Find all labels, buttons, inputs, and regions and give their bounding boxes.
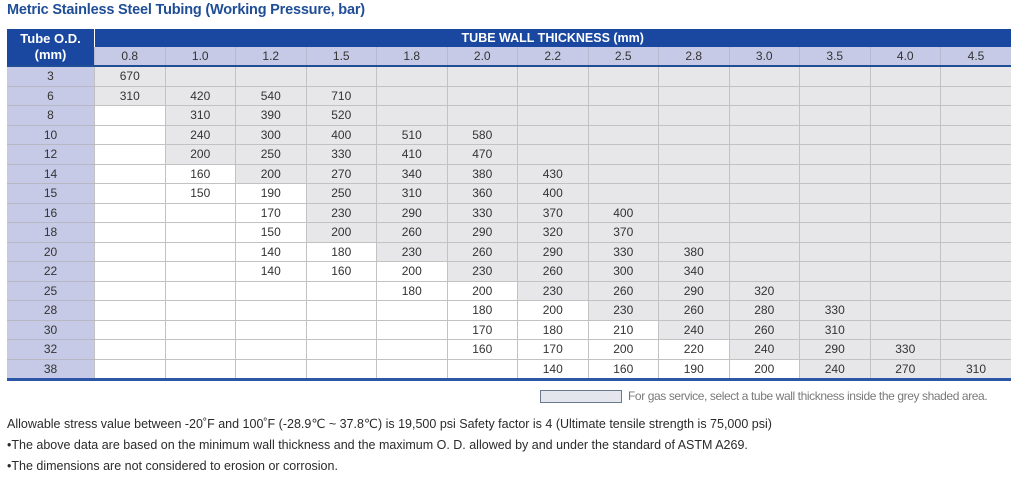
pressure-cell [95, 184, 166, 204]
pressure-cell: 510 [377, 125, 448, 145]
pressure-cell [941, 262, 1012, 282]
pressure-cell [941, 301, 1012, 321]
table-row [7, 340, 1011, 360]
legend-text: For gas service, select a tube wall thickness inside the grey shaded area. [628, 389, 988, 403]
pressure-cell [870, 106, 941, 126]
pressure-cell [165, 66, 236, 86]
pressure-cell [447, 66, 518, 86]
pressure-cell [729, 66, 800, 86]
pressure-cell [588, 66, 659, 86]
tube-od-header-line1: Tube O.D. [20, 31, 81, 46]
pressure-cell: 240 [659, 320, 730, 340]
pressure-cell: 210 [588, 320, 659, 340]
table-row [7, 184, 1011, 204]
pressure-cell [800, 86, 871, 106]
pressure-cell [870, 281, 941, 301]
pressure-cell [800, 164, 871, 184]
pressure-cell [95, 262, 166, 282]
pressure-cell: 140 [236, 262, 307, 282]
pressure-cell [236, 66, 307, 86]
pressure-cell: 180 [377, 281, 448, 301]
pressure-cell [659, 106, 730, 126]
pressure-cell [588, 184, 659, 204]
pressure-cell [729, 223, 800, 243]
pressure-cell [447, 359, 518, 380]
pressure-cell [447, 106, 518, 126]
pressure-cell [165, 203, 236, 223]
pressure-cell [518, 125, 589, 145]
pressure-cell [588, 86, 659, 106]
pressure-cell [306, 281, 377, 301]
table-row [7, 86, 1011, 106]
thickness-header-cell: 2.5 [588, 47, 659, 66]
pressure-cell [800, 66, 871, 86]
pressure-cell [306, 66, 377, 86]
pressure-cell [941, 86, 1012, 106]
table-row [7, 301, 1011, 321]
pressure-cell: 140 [236, 242, 307, 262]
tube-od-cell: 32 [7, 340, 95, 360]
pressure-cell: 260 [588, 281, 659, 301]
pressure-cell [95, 320, 166, 340]
pressure-cell [377, 301, 448, 321]
tube-od-cell: 28 [7, 301, 95, 321]
pressure-cell: 390 [236, 106, 307, 126]
pressure-cell [870, 320, 941, 340]
table-row [7, 106, 1011, 126]
pressure-cell: 300 [588, 262, 659, 282]
pressure-cell: 370 [518, 203, 589, 223]
pressure-cell: 290 [659, 281, 730, 301]
pressure-cell [236, 281, 307, 301]
thickness-header-cell: 3.5 [800, 47, 871, 66]
pressure-cell [729, 242, 800, 262]
pressure-cell: 150 [165, 184, 236, 204]
table-row [7, 223, 1011, 243]
pressure-cell: 430 [518, 164, 589, 184]
table-row [7, 359, 1011, 380]
pressure-cell [941, 281, 1012, 301]
table-row [7, 203, 1011, 223]
pressure-cell: 200 [588, 340, 659, 360]
pressure-cell: 230 [518, 281, 589, 301]
pressure-cell [518, 106, 589, 126]
pressure-cell: 710 [306, 86, 377, 106]
pressure-cell [306, 301, 377, 321]
tube-od-cell: 38 [7, 359, 95, 380]
pressure-cell: 310 [941, 359, 1012, 380]
pressure-cell [377, 359, 448, 380]
pressure-cell: 140 [518, 359, 589, 380]
pressure-cell [236, 301, 307, 321]
pressure-cell [447, 86, 518, 106]
table-body [7, 66, 1011, 380]
pressure-cell: 670 [95, 66, 166, 86]
pressure-cell [800, 242, 871, 262]
pressure-cell [95, 125, 166, 145]
tube-od-cell: 22 [7, 262, 95, 282]
pressure-cell [941, 145, 1012, 165]
pressure-cell [729, 125, 800, 145]
tube-od-cell: 20 [7, 242, 95, 262]
pressure-cell [729, 164, 800, 184]
tube-od-header [7, 29, 95, 66]
pressure-cell: 540 [236, 86, 307, 106]
pressure-cell [941, 242, 1012, 262]
pressure-cell [870, 164, 941, 184]
pressure-cell: 330 [306, 145, 377, 165]
pressure-cell [165, 320, 236, 340]
thickness-header-cell: 1.8 [377, 47, 448, 66]
pressure-cell [870, 242, 941, 262]
pressure-cell [870, 145, 941, 165]
pressure-cell [659, 86, 730, 106]
pressure-cell: 230 [377, 242, 448, 262]
legend [540, 389, 987, 403]
tube-od-cell: 6 [7, 86, 95, 106]
notes [7, 414, 772, 477]
thickness-header-cell: 2.2 [518, 47, 589, 66]
thickness-header-cell: 1.5 [306, 47, 377, 66]
tube-od-cell: 10 [7, 125, 95, 145]
pressure-cell: 360 [447, 184, 518, 204]
thickness-header-cell: 4.5 [941, 47, 1012, 66]
grey-shade-swatch [540, 390, 622, 403]
pressure-cell [941, 340, 1012, 360]
note-astm-standard: •The above data are based on the minimum wall thickness and the maximum O. D. allowed by and under the standard of ASTM A269. [7, 438, 748, 452]
pressure-cell: 270 [306, 164, 377, 184]
pressure-cell: 200 [447, 281, 518, 301]
pressure-cell: 160 [447, 340, 518, 360]
pressure-cell: 230 [588, 301, 659, 321]
pressure-cell: 220 [659, 340, 730, 360]
pressure-cell [95, 301, 166, 321]
table-row [7, 242, 1011, 262]
pressure-cell: 470 [447, 145, 518, 165]
pressure-cell: 400 [518, 184, 589, 204]
pressure-cell: 260 [659, 301, 730, 321]
pressure-cell: 250 [306, 184, 377, 204]
pressure-cell: 260 [377, 223, 448, 243]
pressure-cell [800, 223, 871, 243]
table-row [7, 66, 1011, 86]
pressure-cell: 190 [659, 359, 730, 380]
thickness-header-cell: 2.0 [447, 47, 518, 66]
pressure-cell: 190 [236, 184, 307, 204]
pressure-cell [165, 359, 236, 380]
pressure-cell: 310 [377, 184, 448, 204]
pressure-cell [377, 340, 448, 360]
pressure-cell [729, 262, 800, 282]
pressure-cell: 240 [729, 340, 800, 360]
pressure-cell: 260 [729, 320, 800, 340]
pressure-cell: 330 [588, 242, 659, 262]
pressure-cell [95, 281, 166, 301]
thickness-header-cell: 2.8 [659, 47, 730, 66]
working-pressure-table [7, 29, 1011, 381]
pressure-cell [870, 301, 941, 321]
pressure-cell [377, 320, 448, 340]
pressure-cell [659, 125, 730, 145]
pressure-cell [236, 340, 307, 360]
pressure-cell: 380 [447, 164, 518, 184]
pressure-cell [588, 106, 659, 126]
thickness-header-cell: 1.0 [165, 47, 236, 66]
pressure-cell: 520 [306, 106, 377, 126]
pressure-cell [941, 125, 1012, 145]
pressure-cell: 260 [518, 262, 589, 282]
pressure-cell [377, 66, 448, 86]
tube-od-cell: 30 [7, 320, 95, 340]
thickness-header-cell: 0.8 [95, 47, 166, 66]
pressure-cell [870, 262, 941, 282]
pressure-cell: 320 [518, 223, 589, 243]
pressure-cell [870, 125, 941, 145]
pressure-cell: 380 [659, 242, 730, 262]
pressure-cell [659, 164, 730, 184]
note-allowable-stress: Allowable stress value between -20˚F and 100˚F (-28.9℃ ~ 37.8℃) is 19,500 psi Safety factor is 4 (Ultimate tensile strength is 75,000 psi) [7, 417, 772, 431]
pressure-cell: 200 [518, 301, 589, 321]
pressure-cell [800, 281, 871, 301]
thickness-header-row [7, 47, 1011, 66]
pressure-cell [659, 184, 730, 204]
pressure-cell [870, 223, 941, 243]
pressure-cell [165, 281, 236, 301]
pressure-cell: 170 [518, 340, 589, 360]
tube-od-cell: 16 [7, 203, 95, 223]
pressure-cell: 160 [588, 359, 659, 380]
pressure-cell [659, 203, 730, 223]
pressure-cell: 310 [165, 106, 236, 126]
pressure-cell [870, 66, 941, 86]
pressure-cell: 330 [800, 301, 871, 321]
pressure-cell [95, 106, 166, 126]
pressure-cell: 200 [377, 262, 448, 282]
pressure-cell: 240 [800, 359, 871, 380]
pressure-cell: 280 [729, 301, 800, 321]
pressure-cell [306, 320, 377, 340]
pressure-cell [870, 86, 941, 106]
pressure-cell [588, 125, 659, 145]
pressure-cell [941, 106, 1012, 126]
pressure-cell: 340 [377, 164, 448, 184]
pressure-cell [518, 86, 589, 106]
pressure-cell [95, 164, 166, 184]
pressure-cell: 200 [729, 359, 800, 380]
pressure-cell: 330 [447, 203, 518, 223]
pressure-cell: 310 [95, 86, 166, 106]
pressure-cell [165, 340, 236, 360]
pressure-cell [236, 359, 307, 380]
table-row [7, 320, 1011, 340]
pressure-cell [941, 203, 1012, 223]
pressure-cell: 410 [377, 145, 448, 165]
thickness-header-cell: 3.0 [729, 47, 800, 66]
pressure-cell: 200 [236, 164, 307, 184]
table-row [7, 262, 1011, 282]
pressure-cell: 160 [306, 262, 377, 282]
pressure-cell [588, 164, 659, 184]
pressure-cell [800, 203, 871, 223]
page-title: Metric Stainless Steel Tubing (Working Pressure, bar) [7, 2, 365, 18]
pressure-cell: 420 [165, 86, 236, 106]
pressure-cell [941, 66, 1012, 86]
pressure-cell [941, 184, 1012, 204]
pressure-cell [95, 203, 166, 223]
pressure-cell: 290 [447, 223, 518, 243]
pressure-cell [165, 301, 236, 321]
tube-od-cell: 25 [7, 281, 95, 301]
pressure-cell [95, 340, 166, 360]
pressure-cell: 180 [447, 301, 518, 321]
pressure-cell [165, 242, 236, 262]
pressure-cell: 310 [800, 320, 871, 340]
tube-od-cell: 12 [7, 145, 95, 165]
pressure-cell: 330 [870, 340, 941, 360]
pressure-cell [659, 223, 730, 243]
pressure-cell: 170 [236, 203, 307, 223]
pressure-cell [941, 223, 1012, 243]
pressure-cell: 400 [588, 203, 659, 223]
pressure-cell [95, 242, 166, 262]
pressure-cell [377, 106, 448, 126]
tube-od-cell: 15 [7, 184, 95, 204]
pressure-cell [518, 145, 589, 165]
pressure-cell [800, 125, 871, 145]
pressure-cell: 180 [306, 242, 377, 262]
pressure-cell [518, 66, 589, 86]
pressure-cell: 580 [447, 125, 518, 145]
pressure-cell [729, 145, 800, 165]
pressure-cell: 300 [236, 125, 307, 145]
pressure-cell [306, 340, 377, 360]
pressure-cell [800, 262, 871, 282]
pressure-cell: 290 [518, 242, 589, 262]
pressure-cell [659, 145, 730, 165]
pressure-cell: 260 [447, 242, 518, 262]
pressure-cell: 400 [306, 125, 377, 145]
tube-od-header-line2: (mm) [34, 47, 67, 62]
pressure-cell: 170 [447, 320, 518, 340]
pressure-cell [729, 184, 800, 204]
note-erosion: •The dimensions are not considered to erosion or corrosion. [7, 459, 338, 473]
tube-od-cell: 18 [7, 223, 95, 243]
pressure-cell [800, 145, 871, 165]
table-row [7, 125, 1011, 145]
tube-od-cell: 14 [7, 164, 95, 184]
pressure-cell [236, 320, 307, 340]
pressure-cell: 180 [518, 320, 589, 340]
pressure-cell: 230 [306, 203, 377, 223]
pressure-cell [729, 203, 800, 223]
pressure-cell: 290 [377, 203, 448, 223]
table-row [7, 164, 1011, 184]
pressure-cell [95, 145, 166, 165]
pressure-cell [729, 86, 800, 106]
pressure-cell [941, 164, 1012, 184]
pressure-cell: 230 [447, 262, 518, 282]
pressure-cell [729, 106, 800, 126]
pressure-cell: 160 [165, 164, 236, 184]
pressure-cell [659, 66, 730, 86]
pressure-cell [800, 106, 871, 126]
pressure-cell: 240 [165, 125, 236, 145]
wall-thickness-header: TUBE WALL THICKNESS (mm) [95, 29, 1012, 47]
pressure-cell [377, 86, 448, 106]
pressure-cell [165, 262, 236, 282]
thickness-header-cell: 4.0 [870, 47, 941, 66]
pressure-cell: 200 [306, 223, 377, 243]
pressure-cell [306, 359, 377, 380]
thickness-header-cell: 1.2 [236, 47, 307, 66]
pressure-cell [870, 184, 941, 204]
pressure-cell [95, 223, 166, 243]
pressure-cell: 340 [659, 262, 730, 282]
pressure-cell: 250 [236, 145, 307, 165]
table-row [7, 281, 1011, 301]
pressure-cell [95, 359, 166, 380]
pressure-cell [588, 145, 659, 165]
pressure-cell: 320 [729, 281, 800, 301]
pressure-cell: 200 [165, 145, 236, 165]
tube-od-cell: 8 [7, 106, 95, 126]
tube-od-cell: 3 [7, 66, 95, 86]
pressure-cell [941, 320, 1012, 340]
table-row [7, 145, 1011, 165]
pressure-cell [165, 223, 236, 243]
pressure-cell: 370 [588, 223, 659, 243]
pressure-cell: 270 [870, 359, 941, 380]
pressure-cell: 150 [236, 223, 307, 243]
pressure-cell [870, 203, 941, 223]
pressure-cell: 290 [800, 340, 871, 360]
pressure-cell [800, 184, 871, 204]
